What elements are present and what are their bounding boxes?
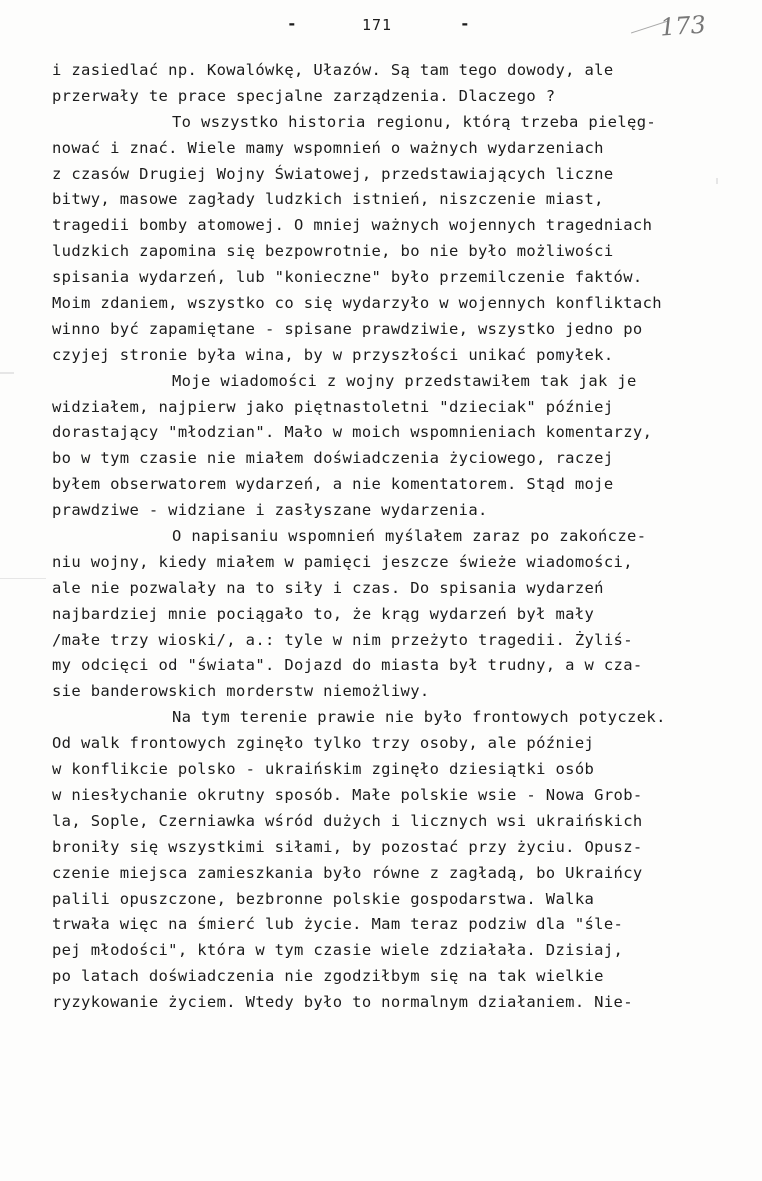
text-line: Moim zdaniem, wszystko co się wydarzyło w wojennych konfliktach: [52, 294, 662, 313]
text-line: Na tym terenie prawie nie było frontowych potyczek.: [172, 708, 666, 727]
scan-smudge: [716, 178, 718, 184]
text-line: trwała więc na śmierć lub życie. Mam teraz podziw dla "śle-: [52, 915, 624, 934]
text-line: broniły się wszystkimi siłami, by pozostać przy życiu. Opusz-: [52, 837, 643, 856]
text-line: czenie miejsca zamieszkania było równe z zagładą, bo Ukraińcy: [52, 863, 643, 882]
page-header: [0, 10, 762, 40]
text-line: czyjej stronie była wina, by w przyszłości unikać pomyłek.: [52, 345, 614, 364]
header-dash-right: -: [460, 14, 470, 33]
scan-smudge: [0, 578, 46, 579]
text-line: z czasów Drugiej Wojny Światowej, przedstawiających liczne: [52, 164, 614, 183]
text-line: przerwały te prace specjalne zarządzenia. Dlaczego ?: [52, 86, 556, 105]
text-line: ale nie pozwalały na to siły i czas. Do spisania wydarzeń: [52, 578, 604, 597]
text-line: la, Sople, Czerniawka wśród dużych i licznych wsi ukraińskich: [52, 811, 643, 830]
text-line: Od walk frontowych zginęło tylko trzy osoby, ale później: [52, 734, 595, 753]
text-line: sie banderowskich morderstw niemożliwy.: [52, 682, 430, 701]
text-line: palili opuszczone, bezbronne polskie gospodarstwa. Walka: [52, 889, 595, 908]
text-line: O napisaniu wspomnień myślałem zaraz po zakończe-: [172, 527, 647, 546]
archive-page-number: 173: [659, 10, 707, 42]
text-line: my odcięci od "świata". Dojazd do miasta był trudny, a w cza-: [52, 656, 643, 675]
text-line: pej młodości", która w tym czasie wiele zdziałała. Dzisiaj,: [52, 941, 624, 960]
text-line: najbardziej mnie pociągało to, że krąg wydarzeń był mały: [52, 604, 595, 623]
page-number: 171: [362, 16, 393, 34]
text-line: winno być zapamiętane - spisane prawdziwie, wszystko jedno po: [52, 319, 643, 338]
body-text: [52, 58, 742, 1016]
text-line: To wszystko historia regionu, którą trzeba pielęg-: [172, 112, 657, 131]
text-line: Moje wiadomości z wojny przedstawiłem tak jak je: [172, 371, 637, 390]
text-line: prawdziwe - widziane i zasłyszane wydarzenia.: [52, 501, 488, 520]
text-line: i zasiedlać np. Kowalówkę, Ułazów. Są tam tego dowody, ale: [52, 61, 614, 79]
text-line: bo w tym czasie nie miałem doświadczenia życiowego, raczej: [52, 449, 614, 468]
text-line: nować i znać. Wiele mamy wspomnień o ważnych wydarzeniach: [52, 138, 604, 157]
scan-smudge: [0, 372, 14, 374]
header-dash-left: -: [287, 14, 297, 33]
text-line: dorastający "młodzian". Mało w moich wspomnieniach komentarzy,: [52, 423, 653, 442]
text-line: w konflikcie polsko - ukraińskim zginęło dziesiątki osób: [52, 760, 595, 779]
text-line: byłem obserwatorem wydarzeń, a nie komentatorem. Stąd moje: [52, 475, 614, 494]
text-line: w niesłychanie okrutny sposób. Małe polskie wsie - Nowa Grob-: [52, 785, 643, 804]
text-line: bitwy, masowe zagłady ludzkich istnień, niszczenie miast,: [52, 190, 604, 209]
text-line: ludzkich zapomina się bezpowrotnie, bo nie było możliwości: [52, 242, 614, 261]
text-line: widziałem, najpierw jako piętnastoletni "dzieciak" później: [52, 397, 614, 416]
text-line: spisania wydarzeń, lub "konieczne" było przemilczenie faktów.: [52, 268, 643, 287]
text-line: ryzykowanie życiem. Wtedy było to normalnym działaniem. Nie-: [52, 993, 633, 1012]
text-line: niu wojny, kiedy miałem w pamięci jeszcze świeże wiadomości,: [52, 552, 633, 571]
text-line: po latach doświadczenia nie zgodziłbym się na tak wielkie: [52, 967, 604, 986]
text-line: /małe trzy wioski/, a.: tyle w nim przeżyto tragedii. Żyliś-: [52, 630, 633, 649]
text-line: tragedii bomby atomowej. O mniej ważnych wojennych tragedniach: [52, 216, 653, 235]
